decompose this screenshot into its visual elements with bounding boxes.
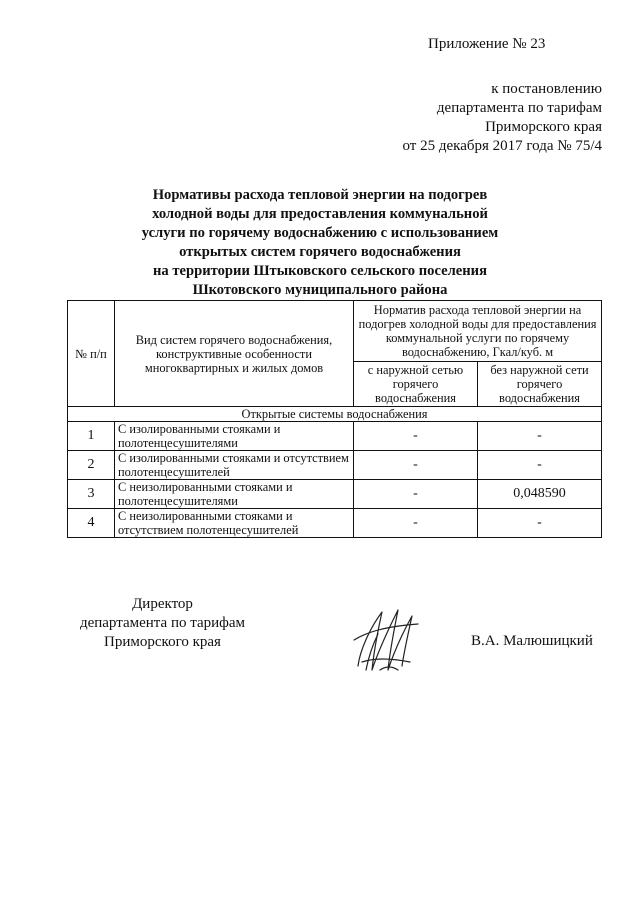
table-row xyxy=(68,480,602,509)
row-number: 2 xyxy=(68,451,115,480)
value-without-network: - xyxy=(478,451,602,480)
title-line: холодной воды для предоставления коммунальной xyxy=(152,206,488,222)
row-number: 1 xyxy=(68,422,115,451)
signer-position-line: департамента по тарифам xyxy=(79,615,246,631)
title-line: услуги по горячему водоснабжению с использованием xyxy=(141,225,499,241)
column-header-without-network: без наружной сети горячего водоснабжения xyxy=(478,362,602,407)
value-without-network: - xyxy=(478,509,602,538)
signer-name: В.А. Малюшицкий xyxy=(471,633,593,649)
value-with-network: - xyxy=(354,422,478,451)
row-number: 4 xyxy=(68,509,115,538)
group-header-open-systems: Открытые системы водоснабжения xyxy=(68,407,602,422)
value-with-network: - xyxy=(354,480,478,509)
document-title xyxy=(110,186,530,300)
title-line: на территории Штыковского сельского поселения xyxy=(153,263,487,279)
system-type-cell: С изолированными стояками и отсутствием полотенцесушителей xyxy=(115,451,354,480)
title-line: открытых систем горячего водоснабжения xyxy=(179,244,461,260)
value-with-network: - xyxy=(354,509,478,538)
resolution-line: к постановлению xyxy=(491,81,602,97)
column-header-with-network: с наружной сетью горячего водоснабжения xyxy=(354,362,478,407)
signer-position-line: Директор xyxy=(132,596,193,612)
resolution-line: от 25 декабря 2017 года № 75/4 xyxy=(402,138,602,154)
table-row xyxy=(68,422,602,451)
value-with-network: - xyxy=(354,451,478,480)
resolution-line: департамента по тарифам xyxy=(436,100,602,116)
signer-position xyxy=(70,595,255,652)
system-type-cell: С неизолированными стояками и отсутствием полотенцесушителей xyxy=(115,509,354,538)
norms-table xyxy=(67,300,602,538)
column-header-norm: Норматив расхода тепловой энергии на подогрев холодной воды для предоставления коммунальной услуги по горячему водоснабжению, Гкал/куб. м xyxy=(354,301,602,362)
table-row xyxy=(68,509,602,538)
system-type-cell: С неизолированными стояками и полотенцесушителями xyxy=(115,480,354,509)
table-row xyxy=(68,451,602,480)
signer-position-line: Приморского края xyxy=(104,634,221,650)
row-number: 3 xyxy=(68,480,115,509)
appendix-number: Приложение № 23 xyxy=(428,36,546,52)
resolution-line: Приморского края xyxy=(485,119,602,135)
column-header-system-type: Вид систем горячего водоснабжения, конструктивные особенности многоквартирных и жилых домов xyxy=(115,301,354,407)
title-line: Шкотовского муниципального района xyxy=(192,282,448,298)
value-without-network: 0,048590 xyxy=(478,480,602,509)
title-line: Нормативы расхода тепловой энергии на подогрев xyxy=(152,187,488,203)
column-header-number: № п/п xyxy=(68,301,115,407)
handwritten-signature xyxy=(330,600,450,680)
value-without-network: - xyxy=(478,422,602,451)
resolution-reference xyxy=(380,80,602,156)
system-type-cell: С изолированными стояками и полотенцесушителями xyxy=(115,422,354,451)
